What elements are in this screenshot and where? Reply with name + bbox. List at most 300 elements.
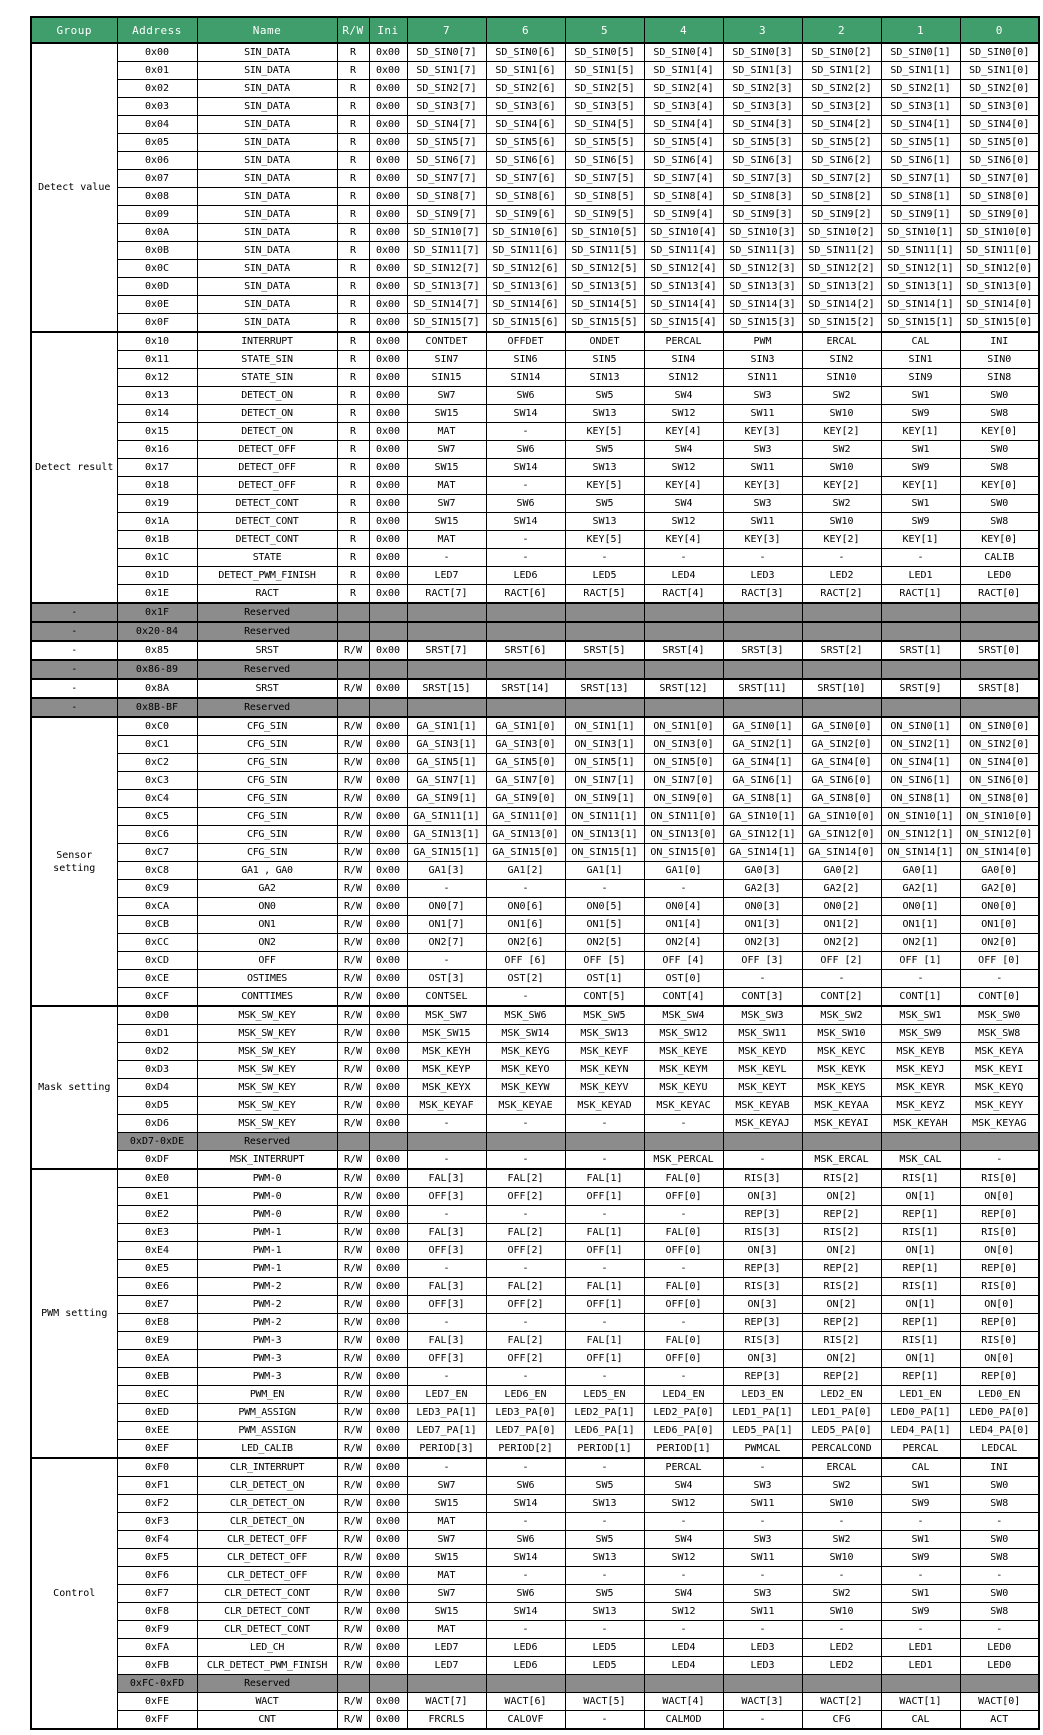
address-cell: 0xF9 (117, 1621, 197, 1639)
bit-cell: SW10 (802, 459, 881, 477)
bit-cell: SW1 (881, 1477, 960, 1495)
bit-cell: CONT[3] (723, 988, 802, 1007)
bit-cell: - (486, 1151, 565, 1170)
bit-cell (881, 1675, 960, 1693)
bit-cell: WACT[0] (960, 1693, 1039, 1711)
bit-cell: SW14 (486, 405, 565, 423)
rw-cell: R/W (337, 826, 369, 844)
bit-cell: - (486, 1513, 565, 1531)
bit-cell: SD_SIN1[7] (407, 62, 486, 80)
bit-cell: ON0[0] (960, 898, 1039, 916)
ini-cell: 0x00 (369, 188, 407, 206)
name-cell: PWM-1 (197, 1260, 337, 1278)
bit-cell: - (802, 1513, 881, 1531)
bit-cell: SW13 (565, 1549, 644, 1567)
bit-cell (960, 1675, 1039, 1693)
bit-cell: ON[1] (881, 1242, 960, 1260)
bit-cell: KEY[3] (723, 423, 802, 441)
name-cell: MSK_SW_KEY (197, 1043, 337, 1061)
bit-cell: - (960, 1567, 1039, 1585)
bit-cell: SD_SIN12[2] (802, 260, 881, 278)
rw-cell: R (337, 332, 369, 351)
bit-cell: SW2 (802, 1477, 881, 1495)
address-cell: 0xC6 (117, 826, 197, 844)
bit-cell: SW2 (802, 441, 881, 459)
name-cell: SIN_DATA (197, 152, 337, 170)
rw-cell: R (337, 477, 369, 495)
bit-cell: MAT (407, 1513, 486, 1531)
ini-cell: 0x00 (369, 1115, 407, 1133)
bit-cell: WACT[1] (881, 1693, 960, 1711)
table-row (31, 1061, 1039, 1079)
bit-cell: REP[0] (960, 1260, 1039, 1278)
address-cell: 0xC0 (117, 717, 197, 736)
name-cell: RACT (197, 585, 337, 604)
address-cell: 0xD4 (117, 1079, 197, 1097)
name-cell: SIN_DATA (197, 278, 337, 296)
table-row (31, 242, 1039, 260)
bit-cell: KEY[0] (960, 423, 1039, 441)
bit-cell: RIS[2] (802, 1169, 881, 1188)
bit-cell: SW8 (960, 1549, 1039, 1567)
table-row (31, 970, 1039, 988)
bit-cell (565, 1133, 644, 1151)
bit-cell: SD_SIN2[6] (486, 80, 565, 98)
bit-cell: - (644, 1567, 723, 1585)
rw-cell: R/W (337, 844, 369, 862)
bit-cell: SD_SIN6[5] (565, 152, 644, 170)
bit-cell: GA_SIN12[0] (802, 826, 881, 844)
bit-cell: LED5 (565, 1657, 644, 1675)
bit-cell: SD_SIN3[7] (407, 98, 486, 116)
name-cell: STATE_SIN (197, 351, 337, 369)
bit-cell: MSK_KEYI (960, 1061, 1039, 1079)
rw-cell: R/W (337, 1061, 369, 1079)
bit-cell: - (960, 970, 1039, 988)
bit-cell: SW9 (881, 459, 960, 477)
bit-cell: SD_SIN12[7] (407, 260, 486, 278)
bit-cell: SD_SIN5[1] (881, 134, 960, 152)
bit-cell: MSK_SW1 (881, 1006, 960, 1025)
name-cell: CLR_DETECT_ON (197, 1513, 337, 1531)
bit-cell: WACT[4] (644, 1693, 723, 1711)
bit-cell: SD_SIN13[3] (723, 278, 802, 296)
bit-cell: SW13 (565, 1495, 644, 1513)
bit-cell: - (407, 880, 486, 898)
table-row (31, 934, 1039, 952)
bit-cell: MSK_SW5 (565, 1006, 644, 1025)
bit-cell: SD_SIN2[7] (407, 80, 486, 98)
bit-cell: ON1[3] (723, 916, 802, 934)
bit-cell: SW6 (486, 1585, 565, 1603)
table-row (31, 1585, 1039, 1603)
table-row (31, 1169, 1039, 1188)
ini-cell: 0x00 (369, 754, 407, 772)
bit-cell: ON0[7] (407, 898, 486, 916)
bit-cell: RACT[1] (881, 585, 960, 604)
table-row (31, 423, 1039, 441)
bit-cell: SD_SIN6[4] (644, 152, 723, 170)
name-cell: Reserved (197, 1133, 337, 1151)
bit-cell: SD_SIN5[4] (644, 134, 723, 152)
bit-cell: SD_SIN0[2] (802, 43, 881, 62)
address-cell: 0x0E (117, 296, 197, 314)
ini-cell: 0x00 (369, 1242, 407, 1260)
bit-cell: CONT[4] (644, 988, 723, 1007)
bit-cell: REP[2] (802, 1260, 881, 1278)
bit-cell: SW4 (644, 387, 723, 405)
address-cell: 0x10 (117, 332, 197, 351)
ini-cell (369, 698, 407, 717)
bit-cell: SRST[13] (565, 679, 644, 698)
rw-cell: R/W (337, 1422, 369, 1440)
rw-cell: R/W (337, 1097, 369, 1115)
ini-cell: 0x00 (369, 459, 407, 477)
name-cell: SIN_DATA (197, 188, 337, 206)
name-cell: CFG_SIN (197, 772, 337, 790)
bit-cell: OFF [0] (960, 952, 1039, 970)
bit-cell: SIN3 (723, 351, 802, 369)
bit-cell: SW1 (881, 387, 960, 405)
bit-cell: MSK_KEYC (802, 1043, 881, 1061)
bit-cell: KEY[2] (802, 477, 881, 495)
bit-cell: GA_SIN14[0] (802, 844, 881, 862)
bit-cell: SD_SIN13[2] (802, 278, 881, 296)
bit-cell: LED0_EN (960, 1386, 1039, 1404)
bit-cell: SW1 (881, 1585, 960, 1603)
bit-cell: SW3 (723, 1477, 802, 1495)
bit-cell: LED1_PA[0] (802, 1404, 881, 1422)
register-map-table (30, 16, 1040, 1730)
table-row (31, 916, 1039, 934)
bit-cell: OFF [4] (644, 952, 723, 970)
name-cell: SIN_DATA (197, 116, 337, 134)
address-cell: 0xE5 (117, 1260, 197, 1278)
bit-cell: SW7 (407, 1585, 486, 1603)
name-cell: PWM-3 (197, 1350, 337, 1368)
table-row (31, 1693, 1039, 1711)
bit-cell: SD_SIN11[7] (407, 242, 486, 260)
address-cell: 0x8A (117, 679, 197, 698)
bit-cell (407, 603, 486, 622)
bit-cell: SD_SIN14[5] (565, 296, 644, 314)
table-row (31, 351, 1039, 369)
bit-cell: FAL[1] (565, 1169, 644, 1188)
bit-cell: ON_SIN0[1] (881, 717, 960, 736)
bit-cell: SIN9 (881, 369, 960, 387)
bit-cell: KEY[4] (644, 477, 723, 495)
bit-cell: SD_SIN8[0] (960, 188, 1039, 206)
bit-cell: SW12 (644, 459, 723, 477)
bit-cell: GA_SIN0[0] (802, 717, 881, 736)
bit-cell: SD_SIN11[6] (486, 242, 565, 260)
bit-cell: SW3 (723, 387, 802, 405)
bit-cell: KEY[2] (802, 531, 881, 549)
bit-cell: GA2[2] (802, 880, 881, 898)
bit-cell: SW5 (565, 1585, 644, 1603)
bit-cell: - (644, 1368, 723, 1386)
bit-cell: ON_SIN15[0] (644, 844, 723, 862)
column-header: 4 (644, 17, 723, 43)
bit-cell: SD_SIN3[5] (565, 98, 644, 116)
bit-cell: SD_SIN0[4] (644, 43, 723, 62)
rw-cell: R (337, 116, 369, 134)
bit-cell: ON1[2] (802, 916, 881, 934)
bit-cell: MSK_SW2 (802, 1006, 881, 1025)
rw-cell: R/W (337, 988, 369, 1007)
ini-cell: 0x00 (369, 332, 407, 351)
bit-cell: - (565, 1711, 644, 1730)
bit-cell: SRST[3] (723, 641, 802, 660)
ini-cell: 0x00 (369, 369, 407, 387)
name-cell: SIN_DATA (197, 134, 337, 152)
bit-cell: ON_SIN14[0] (960, 844, 1039, 862)
bit-cell: MSK_SW10 (802, 1025, 881, 1043)
bit-cell: SD_SIN11[1] (881, 242, 960, 260)
bit-cell: - (565, 1314, 644, 1332)
bit-cell: GA_SIN4[0] (802, 754, 881, 772)
address-cell: 0x1D (117, 567, 197, 585)
table-row (31, 844, 1039, 862)
bit-cell: - (644, 1260, 723, 1278)
column-header: 0 (960, 17, 1039, 43)
bit-cell: MSK_SW9 (881, 1025, 960, 1043)
name-cell: CONTTIMES (197, 988, 337, 1007)
bit-cell: REP[0] (960, 1314, 1039, 1332)
bit-cell: SD_SIN7[3] (723, 170, 802, 188)
bit-cell: KEY[5] (565, 477, 644, 495)
bit-cell: - (723, 1711, 802, 1730)
table-row (31, 603, 1039, 622)
bit-cell: SW8 (960, 513, 1039, 531)
bit-cell: GA_SIN13[0] (486, 826, 565, 844)
name-cell: CLR_DETECT_CONT (197, 1585, 337, 1603)
bit-cell: MSK_KEYZ (881, 1097, 960, 1115)
bit-cell: FAL[3] (407, 1169, 486, 1188)
table-row (31, 1296, 1039, 1314)
bit-cell: RIS[1] (881, 1278, 960, 1296)
table-row (31, 1278, 1039, 1296)
rw-cell: R/W (337, 1549, 369, 1567)
ini-cell: 0x00 (369, 641, 407, 660)
ini-cell: 0x00 (369, 898, 407, 916)
ini-cell: 0x00 (369, 862, 407, 880)
bit-cell (723, 1675, 802, 1693)
bit-cell: SD_SIN3[6] (486, 98, 565, 116)
bit-cell: MAT (407, 531, 486, 549)
bit-cell (486, 1133, 565, 1151)
bit-cell: - (960, 1151, 1039, 1170)
ini-cell: 0x00 (369, 1260, 407, 1278)
bit-cell: LED2_PA[0] (644, 1404, 723, 1422)
bit-cell: - (644, 1206, 723, 1224)
bit-cell: SW8 (960, 405, 1039, 423)
bit-cell: ON1[1] (881, 916, 960, 934)
bit-cell: GA_SIN0[1] (723, 717, 802, 736)
bit-cell: - (723, 1621, 802, 1639)
table-row (31, 1531, 1039, 1549)
column-header: Ini (369, 17, 407, 43)
bit-cell: SW15 (407, 513, 486, 531)
bit-cell: SD_SIN6[6] (486, 152, 565, 170)
bit-cell: RIS[1] (881, 1169, 960, 1188)
bit-cell: ON_SIN7[0] (644, 772, 723, 790)
bit-cell: LEDCAL (960, 1440, 1039, 1459)
bit-cell: OFF [6] (486, 952, 565, 970)
bit-cell: LED3 (723, 1639, 802, 1657)
bit-cell: RIS[0] (960, 1169, 1039, 1188)
address-cell: 0xD0 (117, 1006, 197, 1025)
bit-cell: - (486, 1368, 565, 1386)
name-cell: SRST (197, 641, 337, 660)
ini-cell: 0x00 (369, 152, 407, 170)
bit-cell: ON_SIN3[0] (644, 736, 723, 754)
bit-cell: ON[1] (881, 1350, 960, 1368)
rw-cell: R (337, 224, 369, 242)
bit-cell: SW0 (960, 1477, 1039, 1495)
name-cell: PWM_EN (197, 1386, 337, 1404)
ini-cell: 0x00 (369, 549, 407, 567)
ini-cell (369, 1675, 407, 1693)
bit-cell: GA2[1] (881, 880, 960, 898)
bit-cell: - (802, 549, 881, 567)
bit-cell: REP[3] (723, 1206, 802, 1224)
address-cell: 0x8B-BF (117, 698, 197, 717)
bit-cell: ON_SIN12[0] (960, 826, 1039, 844)
bit-cell: SW14 (486, 1603, 565, 1621)
bit-cell: MSK_KEYAA (802, 1097, 881, 1115)
bit-cell: SD_SIN13[4] (644, 278, 723, 296)
address-cell: 0xE7 (117, 1296, 197, 1314)
table-row (31, 405, 1039, 423)
bit-cell: SW6 (486, 1477, 565, 1495)
bit-cell: REP[1] (881, 1206, 960, 1224)
bit-cell: SD_SIN11[2] (802, 242, 881, 260)
name-cell: DETECT_PWM_FINISH (197, 567, 337, 585)
name-cell: DETECT_OFF (197, 441, 337, 459)
bit-cell: SD_SIN12[6] (486, 260, 565, 278)
table-row (31, 495, 1039, 513)
bit-cell: ON2[0] (960, 934, 1039, 952)
address-cell: 0xC4 (117, 790, 197, 808)
bit-cell: REP[1] (881, 1368, 960, 1386)
bit-cell: OFF[1] (565, 1350, 644, 1368)
name-cell: PWM-2 (197, 1278, 337, 1296)
bit-cell: GA_SIN15[0] (486, 844, 565, 862)
table-row (31, 1386, 1039, 1404)
bit-cell: LED0 (960, 1657, 1039, 1675)
bit-cell: MSK_KEYX (407, 1079, 486, 1097)
bit-cell: SD_SIN5[2] (802, 134, 881, 152)
table-row (31, 880, 1039, 898)
rw-cell: R/W (337, 1440, 369, 1459)
bit-cell: OFF[0] (644, 1242, 723, 1260)
table-row (31, 549, 1039, 567)
bit-cell: RIS[2] (802, 1332, 881, 1350)
bit-cell: SRST[8] (960, 679, 1039, 698)
table-row (31, 224, 1039, 242)
bit-cell (565, 603, 644, 622)
address-cell: 0xE4 (117, 1242, 197, 1260)
bit-cell: SW11 (723, 405, 802, 423)
rw-cell: R (337, 405, 369, 423)
bit-cell: - (644, 1314, 723, 1332)
bit-cell: - (802, 1567, 881, 1585)
ini-cell: 0x00 (369, 134, 407, 152)
bit-cell: PERCAL (644, 332, 723, 351)
bit-cell: OFF[2] (486, 1242, 565, 1260)
bit-cell: SD_SIN11[0] (960, 242, 1039, 260)
bit-cell: OFF[0] (644, 1188, 723, 1206)
group-cell: - (31, 660, 117, 679)
rw-cell: R/W (337, 862, 369, 880)
rw-cell: R/W (337, 1603, 369, 1621)
bit-cell: - (486, 531, 565, 549)
bit-cell: RACT[3] (723, 585, 802, 604)
ini-cell: 0x00 (369, 1531, 407, 1549)
bit-cell: RACT[0] (960, 585, 1039, 604)
bit-cell: GA_SIN9[1] (407, 790, 486, 808)
name-cell: Reserved (197, 603, 337, 622)
rw-cell: R (337, 170, 369, 188)
table-row (31, 1314, 1039, 1332)
bit-cell: ON_SIN4[0] (960, 754, 1039, 772)
address-cell: 0xFE (117, 1693, 197, 1711)
bit-cell: SIN10 (802, 369, 881, 387)
bit-cell: - (644, 880, 723, 898)
bit-cell: OFF [5] (565, 952, 644, 970)
table-row (31, 296, 1039, 314)
bit-cell: ON_SIN0[0] (960, 717, 1039, 736)
bit-cell: SIN2 (802, 351, 881, 369)
bit-cell: SRST[14] (486, 679, 565, 698)
rw-cell: R/W (337, 1531, 369, 1549)
bit-cell: SD_SIN7[2] (802, 170, 881, 188)
bit-cell: MSK_KEYAH (881, 1115, 960, 1133)
rw-cell: R/W (337, 1621, 369, 1639)
bit-cell (486, 1675, 565, 1693)
bit-cell: SIN12 (644, 369, 723, 387)
ini-cell: 0x00 (369, 1549, 407, 1567)
bit-cell: FAL[0] (644, 1332, 723, 1350)
bit-cell: SW7 (407, 387, 486, 405)
bit-cell: LED6_PA[0] (644, 1422, 723, 1440)
rw-cell: R/W (337, 772, 369, 790)
bit-cell (723, 1133, 802, 1151)
bit-cell: SD_SIN7[7] (407, 170, 486, 188)
rw-cell: R/W (337, 1169, 369, 1188)
name-cell: CLR_DETECT_PWM_FINISH (197, 1657, 337, 1675)
bit-cell: - (881, 1513, 960, 1531)
bit-cell: KEY[5] (565, 423, 644, 441)
bit-cell: RACT[4] (644, 585, 723, 604)
table-row (31, 1404, 1039, 1422)
table-row (31, 1603, 1039, 1621)
bit-cell: SW11 (723, 1549, 802, 1567)
bit-cell: SW0 (960, 495, 1039, 513)
bit-cell: MSK_KEYAC (644, 1097, 723, 1115)
bit-cell: OST[0] (644, 970, 723, 988)
bit-cell: SW11 (723, 1603, 802, 1621)
bit-cell: - (881, 1621, 960, 1639)
bit-cell: ON[0] (960, 1242, 1039, 1260)
bit-cell: GA_SIN3[0] (486, 736, 565, 754)
bit-cell: GA_SIN8[0] (802, 790, 881, 808)
bit-cell: MSK_KEYJ (881, 1061, 960, 1079)
table-row (31, 1675, 1039, 1693)
bit-cell: SW6 (486, 387, 565, 405)
table-row (31, 1133, 1039, 1151)
